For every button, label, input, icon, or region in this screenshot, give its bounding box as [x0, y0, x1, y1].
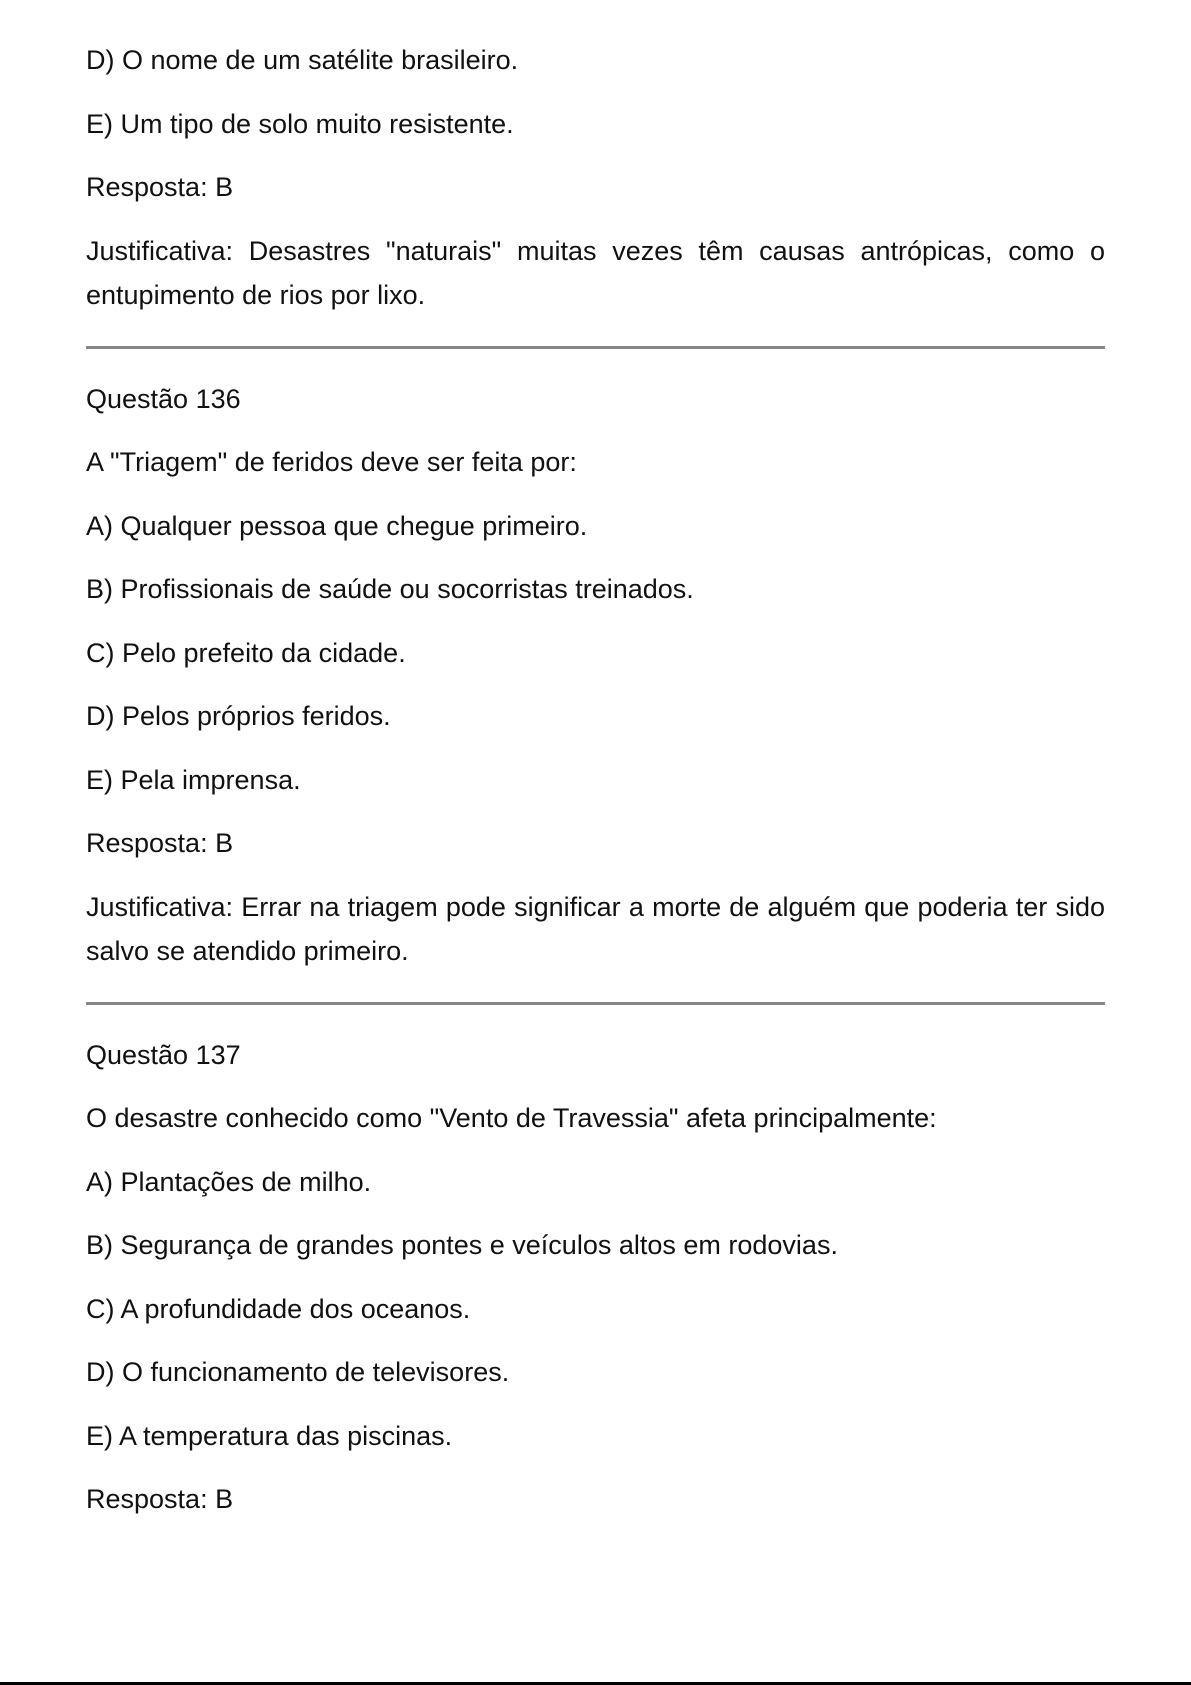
option-c: C) Pelo prefeito da cidade.: [86, 637, 406, 668]
option-b: B) Profissionais de saúde ou socorristas treinados.: [86, 574, 694, 604]
question-title: Questão 137: [86, 1039, 241, 1070]
option-d: D) O funcionamento de televisores.: [86, 1357, 510, 1387]
question-stem: O desastre conhecido como "Vento de Travessia" afeta principalmente:: [86, 1103, 937, 1133]
option-d: D) Pelos próprios feridos.: [86, 701, 391, 731]
answer: Resposta: B: [86, 828, 234, 858]
option-e: E) Pela imprensa.: [86, 764, 301, 795]
question-stem: A "Triagem" de feridos deve ser feita por:: [86, 447, 577, 477]
answer: Resposta: B: [86, 172, 234, 202]
document-page: [86, 38, 1105, 1541]
option-a: A) Qualquer pessoa que chegue primeiro.: [86, 510, 588, 541]
option-d: D) O nome de um satélite brasileiro.: [86, 45, 519, 75]
option-b: B) Segurança de grandes pontes e veículos altos em rodovias.: [86, 1230, 838, 1260]
option-c: C) A profundidade dos oceanos.: [86, 1293, 471, 1324]
question-title: Questão 136: [86, 383, 241, 414]
option-a: A) Plantações de milho.: [86, 1166, 372, 1197]
justification: Justificativa: Desastres "naturais" muitas vezes têm causas antrópicas, como o entupimento de rios por lixo.: [86, 235, 1105, 310]
answer: Resposta: B: [86, 1484, 234, 1514]
option-e: E) Um tipo de solo muito resistente.: [86, 108, 514, 139]
option-e: E) A temperatura das piscinas.: [86, 1420, 453, 1451]
justification: Justificativa: Errar na triagem pode significar a morte de alguém que poderia ter sido salvo se atendido primeiro.: [86, 891, 1105, 966]
